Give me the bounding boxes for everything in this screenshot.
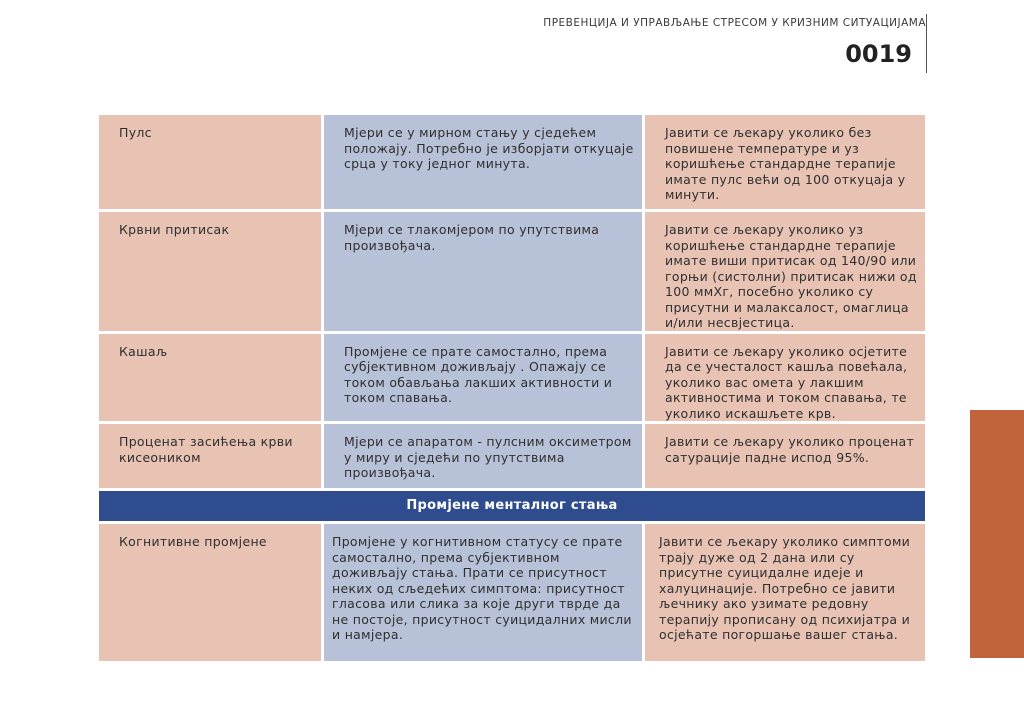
- table-row: [98, 423, 927, 490]
- header-divider: [926, 14, 927, 73]
- measurement-cell: Мјери се у мирном стању у сједећем положају. Потребно је изборјати откуцаје срца у току једног минута.: [323, 114, 644, 211]
- table-row: [98, 332, 927, 423]
- page-number: 0019: [845, 40, 912, 68]
- measurement-cell: Промјене се прате самостално, према субјективном доживљају . Опажају се током обављања лакших активности и током спавања.: [323, 332, 644, 423]
- document-header-title: ПРЕВЕНЦИЈА И УПРАВЉАЊЕ СТРЕСОМ У КРИЗНИМ СИТУАЦИЈАМА: [543, 17, 926, 29]
- action-cell: Јавити се љекару уколико без повишене температуре и уз коришћење стандардне терапије имате пулс већи од 100 откуцаја у минути.: [644, 114, 927, 211]
- table-row: [98, 114, 927, 211]
- section-header-row: [98, 490, 927, 523]
- measurement-cell: Мјери се апаратом - пулсним оксиметром у миру и сједећи по упутствима произвођача.: [323, 423, 644, 490]
- action-cell: Јавити се љекару уколико уз коришћење стандардне терапије имате виши притисак од 140/90 или горњи (систолни) притисак нижи од 100 ммХг, посебно уколико су присутни и малаксалост, омаглица и/или несвјестица.: [644, 211, 927, 333]
- action-cell: Јавити се љекару уколико симптоми трају дуже од 2 дана или су присутне суицидалне идеје и халуцинације. Потребно се јавити љечнику ако узимате редовну терапију прописану од психијатра и осјећате погоршање вашег стања.: [644, 523, 927, 663]
- section-title: Промјене менталног стања: [98, 490, 927, 523]
- row-label: Кашаљ: [98, 332, 323, 423]
- row-label: Крвни притисак: [98, 211, 323, 333]
- measurement-cell: Мјери се тлакомјером по упутствима произвођача.: [323, 211, 644, 333]
- row-label: Когнитивне промјене: [98, 523, 323, 663]
- row-label: Проценат засићења крви кисеоником: [98, 423, 323, 490]
- table-row: [98, 211, 927, 333]
- table-row: [98, 523, 927, 663]
- measurement-cell: Промјене у когнитивном статусу се прате самостално, према субјективном доживљају стања. Прати се присутност неких од сљедећих симптома: присутност гласова или слика за које други тврде да не постоје, присутност суицидалних мисли и намјера.: [323, 523, 644, 663]
- row-label: Пулс: [98, 114, 323, 211]
- symptom-table: [96, 112, 928, 664]
- action-cell: Јавити се љекару уколико проценат сатурације падне испод 95%.: [644, 423, 927, 490]
- action-cell: Јавити се љекару уколико осјетите да се учесталост кашља повећала, уколико вас омета у лакшим активностима и током спавања, те уколико искашљете крв.: [644, 332, 927, 423]
- side-tab-marker: [970, 410, 1024, 658]
